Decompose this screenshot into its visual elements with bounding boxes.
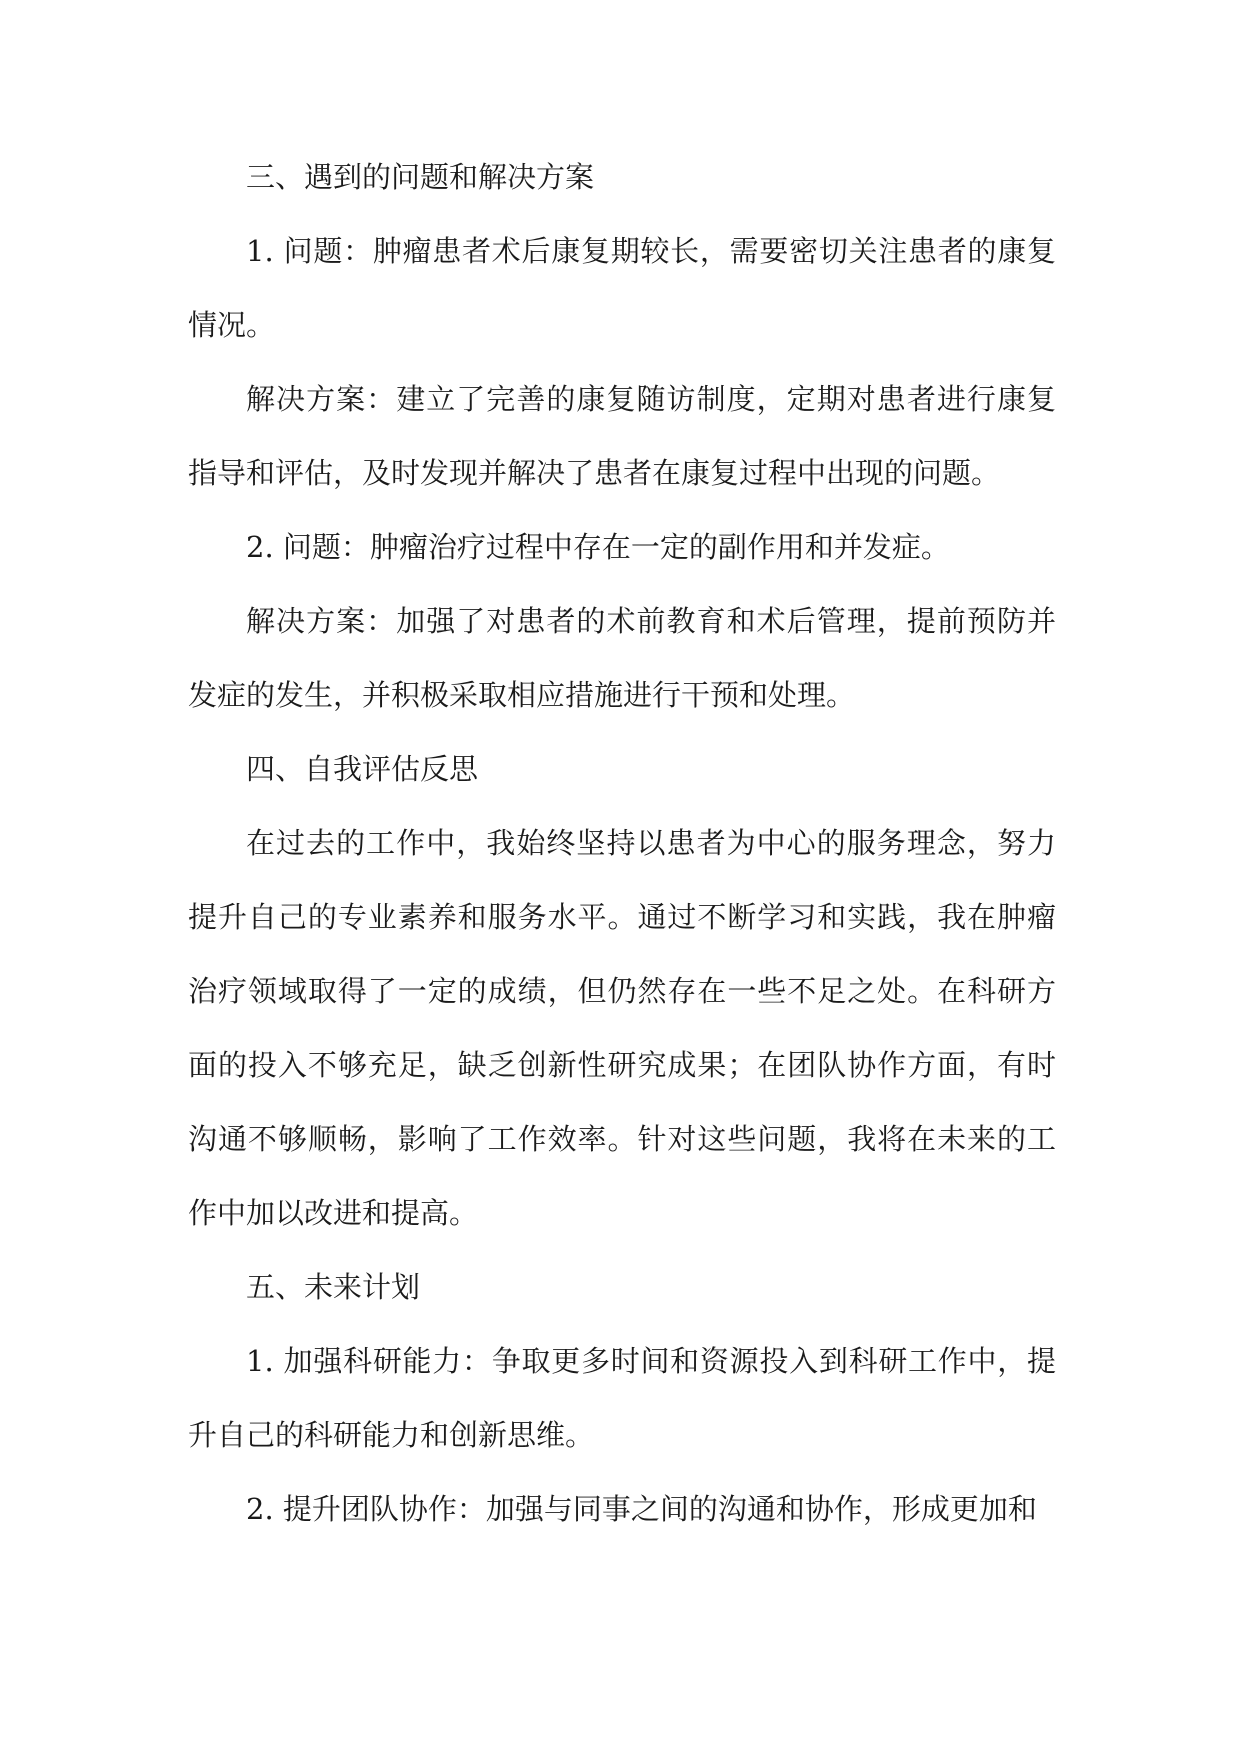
plan-2: 2. 提升团队协作：加强与同事之间的沟通和协作，形成更加和 [246,1492,1037,1526]
problem-2: 2. 问题：肿瘤治疗过程中存在一定的副作用和并发症。 [246,530,950,564]
plan-1: 1. 加强科研能力：争取更多时间和资源投入到科研工作中，提升自己的科研能力和创新思维。 [188,1344,1056,1452]
document-body [188,140,1056,1546]
self-assessment-paragraph: 在过去的工作中，我始终坚持以患者为中心的服务理念，努力提升自己的专业素养和服务水平。通过不断学习和实践，我在肿瘤治疗领域取得了一定的成绩，但仍然存在一些不足之处。在科研方面的投入不够充足，缺乏创新性研究成果；在团队协作方面，有时沟通不够顺畅，影响了工作效率。针对这些问题，我将在未来的工作中加以改进和提高。 [188,826,1056,1230]
section-heading-problems: 三、遇到的问题和解决方案 [246,160,595,194]
solution-1: 解决方案：建立了完善的康复随访制度，定期对患者进行康复指导和评估，及时发现并解决了患者在康复过程中出现的问题。 [188,382,1056,490]
problem-1: 1. 问题：肿瘤患者术后康复期较长，需要密切关注患者的康复情况。 [188,234,1056,342]
section-heading-self-assessment: 四、自我评估反思 [246,752,479,786]
section-heading-future-plans: 五、未来计划 [246,1270,421,1304]
solution-2: 解决方案：加强了对患者的术前教育和术后管理，提前预防并发症的发生，并积极采取相应措施进行干预和处理。 [188,604,1056,712]
